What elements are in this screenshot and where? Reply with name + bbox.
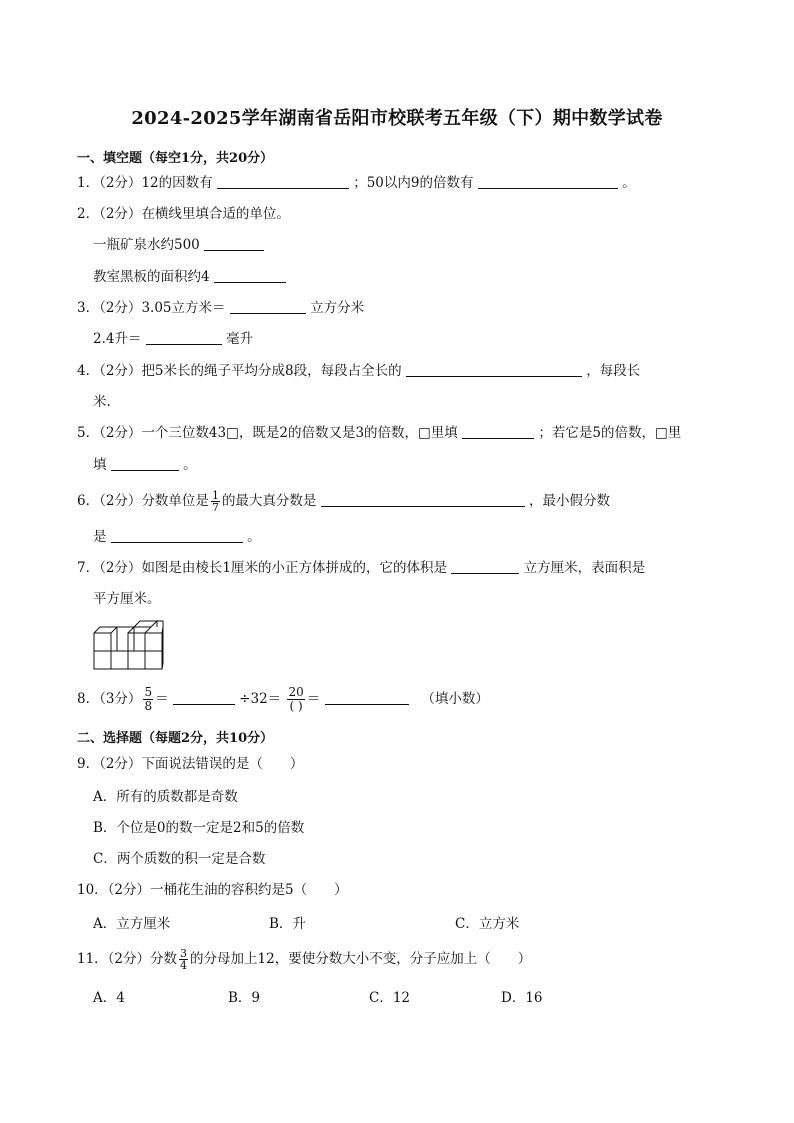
equals-sign: ＝ (306, 691, 321, 707)
question-7-line-2 (93, 590, 161, 608)
question-3-line-2 (93, 330, 253, 348)
question-number: 7．（2分） (77, 560, 142, 576)
question-text: 下面说法错误的是（ ） (141, 756, 304, 772)
fraction-denominator-blank[interactable]: ( ) (287, 699, 304, 713)
answer-blank[interactable] (111, 456, 179, 471)
question-text: 12的因数有 (141, 175, 213, 191)
question-text: 把5米长的绳子平均分成8段，每段占全长的 (141, 363, 402, 379)
question-text: ÷32＝ (239, 691, 282, 707)
question-text: 2.4升＝ (93, 331, 142, 347)
answer-blank[interactable] (478, 174, 618, 189)
question-text: 填 (93, 457, 107, 473)
section-choice-heading: 二、选择题（每题2分，共10分） (77, 731, 274, 746)
question-text: ，每段长 (586, 363, 641, 379)
question-5 (77, 424, 681, 442)
fraction-numerator: 20 (288, 685, 304, 699)
question-7 (77, 559, 645, 577)
question-6 (77, 490, 610, 513)
question-number: 11．（2分） (77, 951, 151, 967)
question-5-line-2 (93, 456, 197, 474)
option-c[interactable]: C．12 (369, 990, 411, 1006)
answer-blank[interactable] (321, 492, 525, 507)
question-text: 如图是由棱长1厘米的小正方体拼成的，它的体积是 (141, 560, 448, 576)
option-c[interactable]: C．两个质数的积一定是合数 (93, 851, 266, 867)
question-8 (77, 686, 489, 713)
question-text: 。 (183, 457, 197, 473)
question-text: 分数单位是 (141, 493, 209, 509)
answer-blank[interactable] (217, 174, 349, 189)
question-6-line-2 (93, 528, 261, 546)
answer-blank[interactable] (214, 268, 286, 283)
question-number: 5．（2分） (77, 425, 142, 441)
option-b[interactable]: B．9 (228, 990, 261, 1006)
answer-blank[interactable] (204, 236, 264, 251)
question-number: 6．（2分） (77, 493, 142, 509)
option-a[interactable]: A．4 (93, 990, 125, 1006)
question-number: 3．（2分） (77, 300, 142, 316)
answer-blank[interactable] (406, 362, 582, 377)
question-text: 教室黑板的面积约4 (93, 269, 210, 285)
question-number: 1．（2分） (77, 175, 142, 191)
question-number: 9．（2分） (77, 756, 142, 772)
fraction-one-seventh (211, 490, 220, 513)
question-text: 在横线里填合适的单位。 (141, 206, 290, 222)
question-text: 立方厘米，表面积是 (523, 560, 646, 576)
fraction-numerator: 3 (180, 947, 188, 960)
question-text: 是 (93, 529, 107, 545)
question-3 (77, 299, 364, 317)
question-1 (77, 174, 636, 192)
answer-blank[interactable] (230, 299, 306, 314)
question-number: 4．（2分） (77, 363, 142, 379)
fraction-three-quarters (179, 948, 188, 971)
question-text: 毫升 (226, 331, 254, 347)
question-number: 10．（2分） (77, 882, 151, 898)
question-text: 立方分米 (310, 300, 365, 316)
answer-blank[interactable] (173, 690, 235, 705)
question-text: 。 (247, 529, 261, 545)
cube-stack-figure (93, 619, 165, 671)
question-text: 一桶花生油的容积约是5（ ） (150, 882, 348, 898)
question-11 (77, 948, 531, 971)
question-10 (77, 881, 348, 899)
fraction-numerator: 1 (211, 489, 219, 502)
question-text: 米. (93, 394, 111, 410)
question-2-line-1 (93, 236, 264, 254)
question-9 (77, 755, 303, 773)
question-number: 8．（3分） (77, 691, 142, 707)
question-text: ，最小假分数 (529, 493, 611, 509)
question-text: ；若它是5的倍数，□里 (538, 425, 682, 441)
answer-blank[interactable] (325, 690, 409, 705)
option-b[interactable]: B．个位是0的数一定是2和5的倍数 (93, 820, 305, 836)
option-a[interactable]: A．立方厘米 (93, 916, 171, 932)
answer-blank[interactable] (451, 559, 519, 574)
option-a[interactable]: A．所有的质数都是奇数 (93, 789, 238, 805)
question-text: 分数 (150, 951, 178, 967)
question-text: 一个三位数43□，既是2的倍数又是3的倍数，□里填 (141, 425, 458, 441)
fraction-denominator: 8 (144, 699, 153, 713)
question-text: 平方厘米。 (93, 591, 161, 607)
question-2 (77, 205, 290, 223)
option-c[interactable]: C．立方米 (455, 916, 520, 932)
fraction-denominator: 7 (211, 501, 219, 514)
page-title: 2024-2025学年湖南省岳阳市校联考五年级（下）期中数学试卷 (131, 108, 663, 129)
fraction-denominator: 4 (180, 959, 188, 972)
fraction-twenty-over-blank (287, 686, 304, 713)
option-d[interactable]: D．16 (501, 990, 543, 1006)
question-4 (77, 362, 640, 380)
question-text: 的最大真分数是 (221, 493, 317, 509)
question-4-line-2 (93, 393, 111, 411)
section-fill-in-heading: 一、填空题（每空1分，共20分） (77, 151, 274, 166)
answer-blank[interactable] (462, 424, 534, 439)
question-2-line-2 (93, 268, 286, 286)
fraction-numerator: 5 (144, 685, 153, 699)
question-text: ；50以内9的倍数有 (353, 175, 474, 191)
question-text: 3.05立方米＝ (141, 300, 226, 316)
question-text: 的分母加上12，要使分数大小不变，分子应加上（ ） (190, 951, 532, 967)
question-text: 一瓶矿泉水约500 (93, 237, 200, 253)
answer-blank[interactable] (111, 528, 243, 543)
fraction-five-eighths (143, 686, 153, 713)
question-text: 。 (622, 175, 636, 191)
question-number: 2．（2分） (77, 206, 142, 222)
answer-blank[interactable] (146, 330, 222, 345)
question-note: （填小数） (421, 691, 489, 707)
option-b[interactable]: B．升 (269, 916, 306, 932)
equals-sign: ＝ (155, 691, 169, 707)
